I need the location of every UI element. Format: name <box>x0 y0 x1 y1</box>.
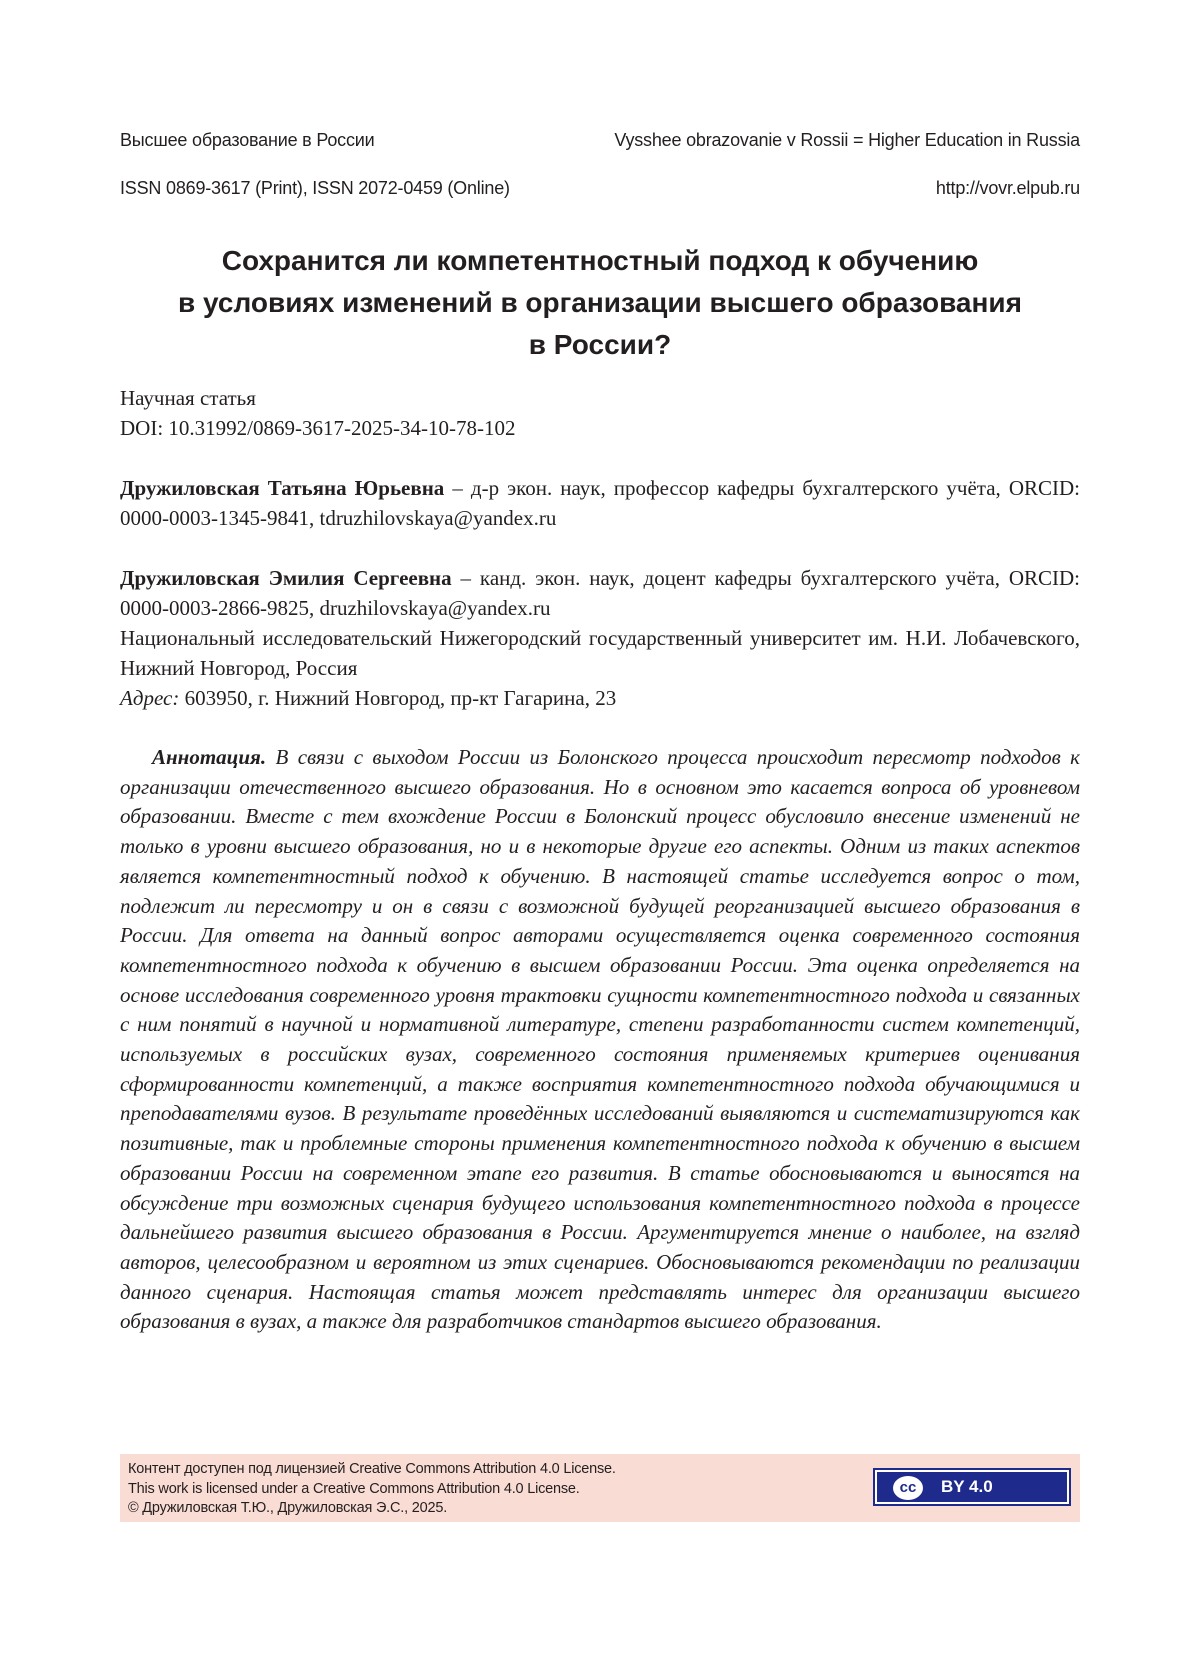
running-header <box>120 130 1080 151</box>
license-box <box>120 1454 1080 1522</box>
cc-badge-fill <box>877 1472 1067 1502</box>
article-title <box>120 240 1080 366</box>
issn-header <box>120 178 1080 199</box>
license-line-en: This work is licensed under a Creative Commons Attribution 4.0 License. <box>128 1480 580 1497</box>
address-label: Адрес: <box>120 686 180 710</box>
author-2-name: Дружиловская Эмилия Сергеевна <box>120 566 452 590</box>
license-line-ru: Контент доступен под лицензией Creative Commons Attribution 4.0 License. <box>128 1461 616 1477</box>
journal-url[interactable]: http://vovr.elpub.ru <box>935 178 1080 198</box>
license-text <box>128 1460 616 1519</box>
journal-name-ru: Высшее образование в России <box>120 130 375 150</box>
creative-commons-icon: cc <box>891 1474 925 1502</box>
author-2-details: – канд. экон. наук, доцент кафедры бухгалтерского учёта, ORCID: 0000-0003-2866-9825, druzhilovskaya@yandex.ru <box>120 566 1081 620</box>
article-meta <box>120 383 1080 443</box>
cc-badge-label: BY 4.0 <box>941 1477 993 1496</box>
copyright: © Дружиловская Т.Ю., Дружиловская Э.С., 2025. <box>128 1500 448 1516</box>
author-1-name: Дружиловская Татьяна Юрьевна <box>120 476 445 500</box>
cc-by-badge[interactable] <box>873 1468 1071 1506</box>
title-line-2: в условиях изменений в организации высшего образования <box>178 287 1022 318</box>
abstract-text: В связи с выходом России из Болонского процесса происходит пересмотр подходов к организации отечественного высшего образования. Но в основном это касается вопроса об уровневом образовании. Вместе с тем вхождение России в Болонский процесс обусловило внесение изменений не только в уровни высшего образования, но и в некоторые другие его аспекты. Одним из таких аспектов является компетентностный подход к обучению. В настоящей статье исследуется вопрос о том, подлежит ли пересмотру и он в связи с возможной будущей реорганизацией высшего образования в России. Для ответа на данный вопрос авторами осуществляется оценка современного состояния компетентностного подхода к обучению в высшем образовании России. Эта оценка определяется на основе исследования современного уровня трактовки сущности компетентностного подхода и связанных с ним понятий в научной и нормативной литературе, степени разработанности систем компетенций, используемых в российских вузах, современного состояния применяемых критериев оценивания сформированности компетенций, а также восприятия компетентностного подхода обучающимися и преподавателями вузов. В результате проведённых исследований выявляются и систематизируются как позитивные, так и проблемные стороны применения компетентностного подхода к обучению в высшем образовании России на современном этапе его развития. В статье обосновываются и выносятся на обсуждение три возможных сценария будущего использования компетентностного подхода в процессе дальнейшего развития высшего образования в России. Аргументируется мнение о наиболее, на взгляд авторов, целесообразном и вероятном из этих сценариев. Обосновываются рекомендации по реализации данного сценария. Настоящая статья может представлять интерес для организации высшего образования в вузах, а также для разработчиков стандартов высшего образования. <box>120 745 1080 1334</box>
author-1-details: – д-р экон. наук, профессор кафедры бухгалтерского учёта, ORCID: 0000-0003-1345-9841, tdruzhilovskaya@yandex.ru <box>120 476 1080 530</box>
author-1 <box>120 473 1080 533</box>
author-2 <box>120 563 1080 623</box>
journal-name-en: Vysshee obrazovanie v Rossii = Higher Education in Russia <box>614 130 1080 150</box>
affiliation: Национальный исследовательский Нижегородский государственный университет им. Н.И. Лобачевского, Нижний Новгород, Россия <box>120 626 1080 680</box>
title-line-3: в России? <box>528 329 672 360</box>
address-value: 603950, г. Нижний Новгород, пр-кт Гагарина, 23 <box>179 686 617 710</box>
address <box>120 683 1080 713</box>
doi[interactable]: DOI: 10.31992/0869-3617-2025-34-10-78-102 <box>120 416 516 440</box>
issn: ISSN 0869-3617 (Print), ISSN 2072-0459 (Online) <box>120 178 510 198</box>
abstract <box>120 743 1080 1337</box>
abstract-label: Аннотация. <box>152 745 267 769</box>
title-line-1: Сохранится ли компетентностный подход к обучению <box>221 245 979 276</box>
article-type: Научная статья <box>120 386 256 410</box>
